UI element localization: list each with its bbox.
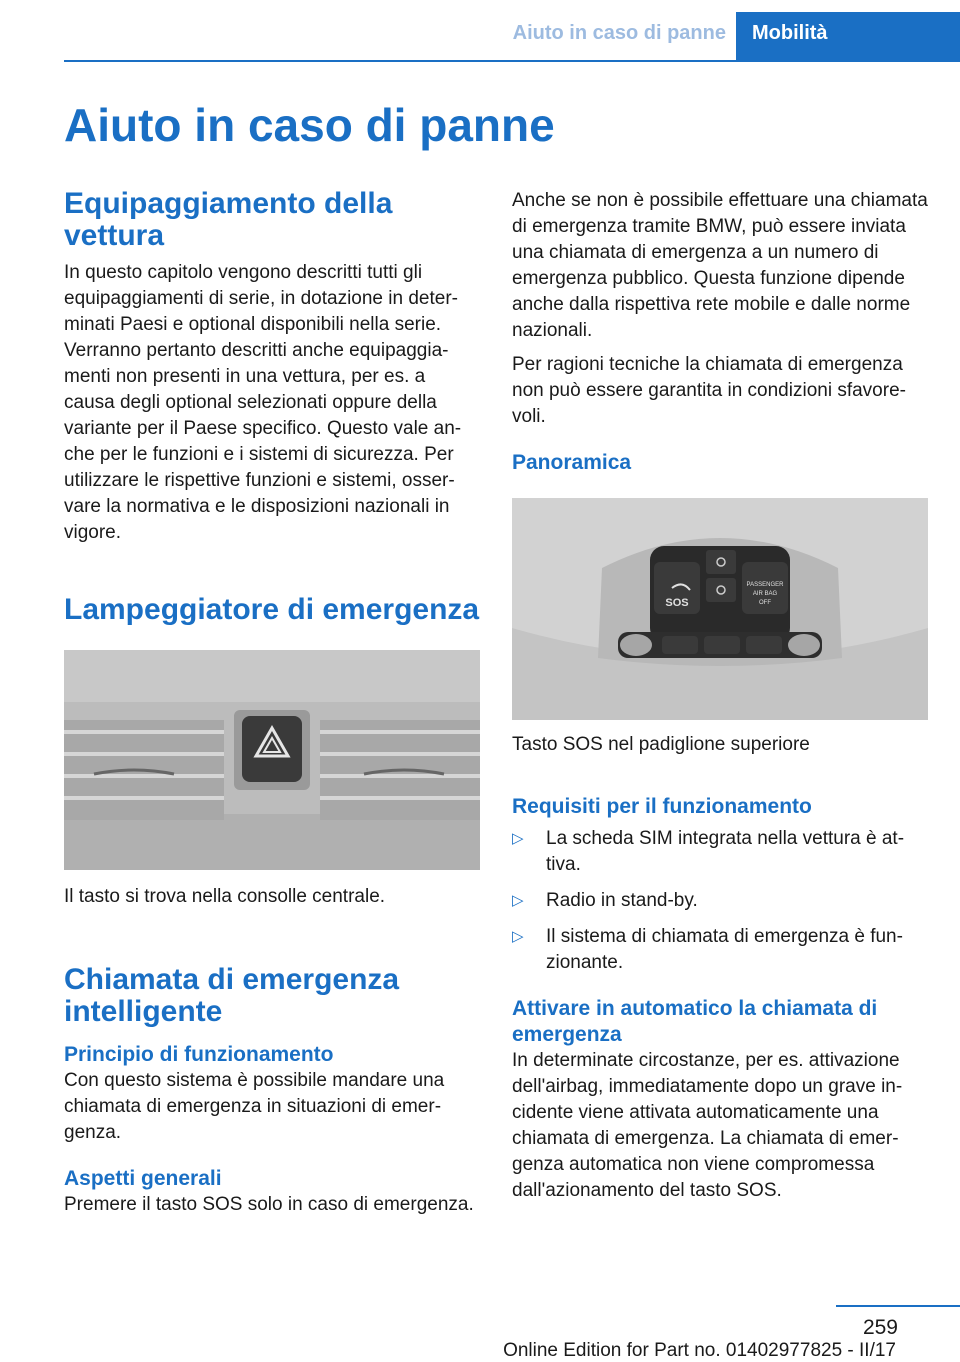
left-column	[64, 188, 480, 1218]
header-rule	[64, 60, 960, 62]
triangle-bullet-icon: ▷	[512, 892, 524, 909]
header-section-tab[interactable]: Aiuto in caso di panne	[512, 22, 726, 44]
section-heading-ecall: Chiamata di emergenza intelligente	[64, 963, 400, 1028]
header-chapter-tab[interactable]: Mobilità	[736, 12, 960, 60]
requirement-item: ▷ Radio in stand-by.	[512, 888, 928, 914]
svg-text:OFF: OFF	[759, 600, 771, 606]
sos-label: SOS	[665, 597, 689, 609]
air-vent-left	[64, 720, 224, 820]
auto-call-paragraph: In determinate circostanze, per es. attivazione dell'airbag, immediatamente dopo un grave incidente viene attivata automaticamente una chiamata di emergenza. La chiamata di emergenza automatica non viene compromessa dall'azionamento del tasto SOS.	[512, 1050, 903, 1201]
triangle-bullet-icon: ▷	[512, 830, 524, 847]
section-heading-equipment: Equipaggiamento della vettura	[64, 187, 393, 252]
triangle-bullet-icon: ▷	[512, 928, 524, 945]
subheading-auto-call: Attivare in automatico la chiamata di emergenza	[512, 997, 878, 1046]
hazard-caption: Il tasto si trova nella consolle centrale.	[64, 886, 386, 907]
principle-paragraph: Con questo sistema è possibile mandare una chiamata di emergenza in situazioni di emergenza.	[64, 1070, 445, 1143]
air-vent-right	[320, 720, 480, 820]
sos-caption: Tasto SOS nel padiglione superiore	[512, 734, 810, 755]
intro-paragraph-1: Anche se non è possibile effettuare una chiamata di emergenza tramite BMW, può essere inviata una chiamata di emergenza a un numero di emergenza pubblico. Questa funzione dipende anche dalla rispettiva rete mobile e dalle norme nazionali.	[512, 190, 928, 341]
equipment-paragraph: In questo capitolo vengono descritti tutti gli equipaggiamenti di serie, in dotazione in determinati Paesi e optional disponibili nella serie. Verranno pertanto descritti anche equipaggiamenti non presenti in una vettura, per es. a causa degli optional selezionati oppure della variante per il Paese specifico. Questo vale anche per le funzioni e i sistemi di sicurezza. Per utilizzare le rispettive funzioni e sistemi, osservare la normativa e le disposizioni nazionali in vigore.	[64, 262, 462, 543]
subheading-principle: Principio di funzionamento	[64, 1043, 334, 1066]
subheading-overview: Panoramica	[512, 451, 632, 474]
section-heading-hazard: Lampeggiatore di emergenza	[64, 593, 480, 626]
page-number: 259	[862, 1316, 898, 1339]
page-title: Aiuto in caso di panne	[64, 99, 555, 151]
intro-paragraph-2: Per ragioni tecniche la chiamata di emergenza non può essere garantita in condizioni sfavorevoli.	[512, 354, 906, 427]
subheading-general: Aspetti generali	[64, 1167, 222, 1190]
requirement-item: ▷ La scheda SIM integrata nella vettura è attiva.	[512, 828, 905, 875]
right-column	[512, 188, 928, 1204]
subheading-requirements: Requisiti per il funzionamento	[512, 795, 812, 818]
requirements-list	[512, 826, 928, 976]
svg-text:AIR BAG: AIR BAG	[752, 591, 778, 597]
sos-roof-figure	[512, 498, 928, 720]
svg-text:PASSENGER: PASSENGER	[746, 582, 784, 588]
passenger-airbag-indicator	[742, 562, 788, 614]
edition-note: Online Edition for Part no. 01402977825 - II/17	[503, 1340, 896, 1361]
footer-rule	[836, 1305, 960, 1307]
general-paragraph: Premere il tasto SOS solo in caso di emergenza.	[64, 1194, 474, 1215]
requirement-item: ▷ Il sistema di chiamata di emergenza è funzionante.	[512, 926, 903, 973]
hazard-button-figure	[64, 650, 480, 870]
